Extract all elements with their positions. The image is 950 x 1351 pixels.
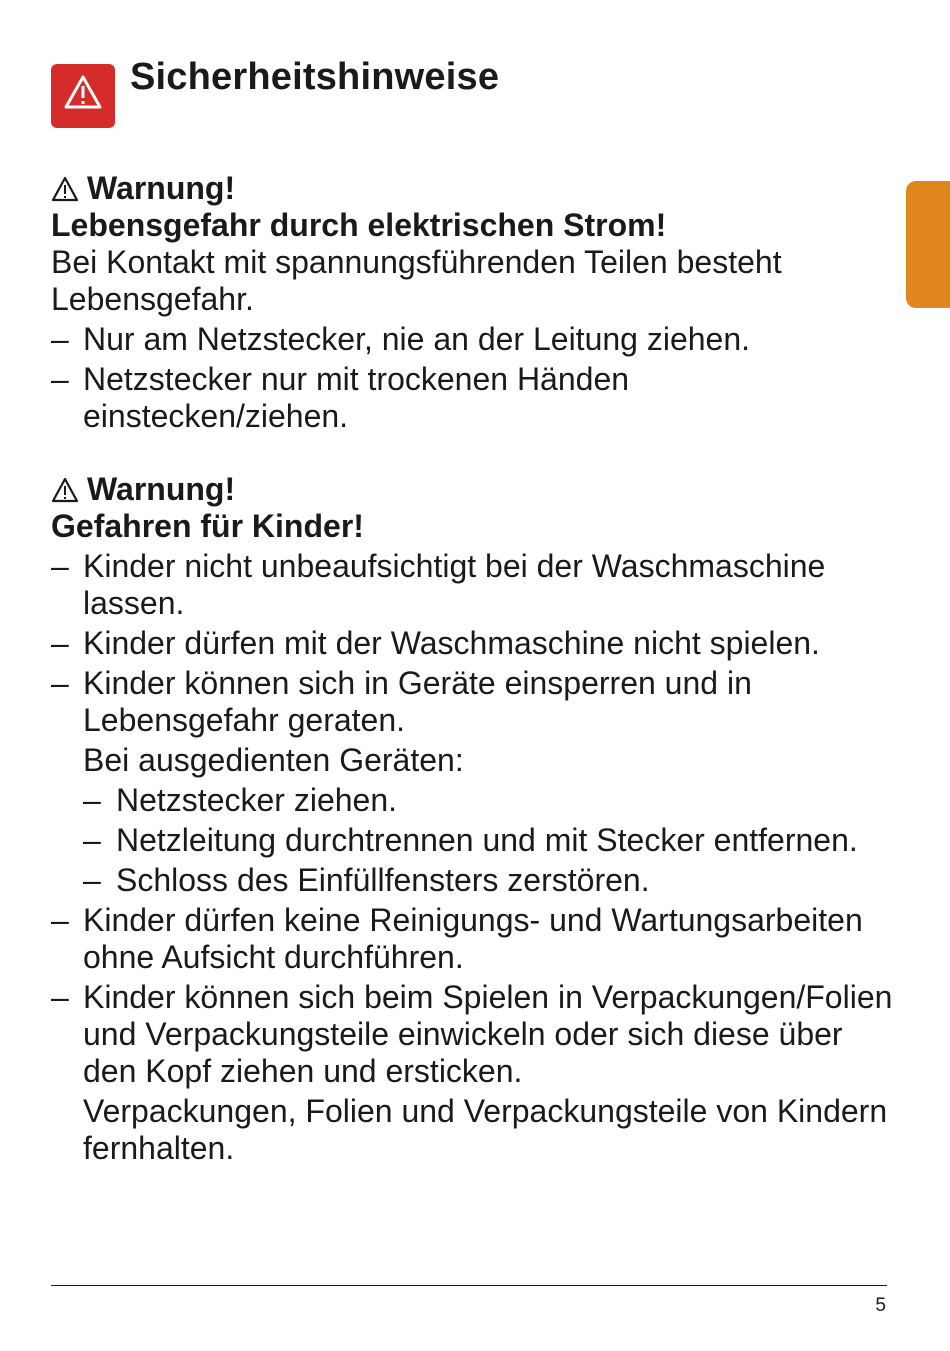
safety-content <box>51 170 901 1203</box>
list-item-note: Verpackungen, Folien und Verpackungsteile von Kindern fernhalten. <box>83 1093 888 1166</box>
list-item: – Nur am Netzstecker, nie an der Leitung ziehen. <box>51 321 751 357</box>
warning-heading <box>51 170 901 207</box>
warning-subtitle: Gefahren für Kinder! <box>51 508 364 544</box>
warning-triangle-icon <box>51 176 79 202</box>
list-item: – Kinder können sich in Geräte einsperren und in Lebensgefahr geraten. Bei ausgedienten Geräten: – Netzstecker ziehen. – Netzleitung durchtrennen und mit Stecker entfernen. – Schloss des Einfüllfensters zerstören. <box>51 665 901 899</box>
page-title: Sicherheitshinweise <box>130 56 500 98</box>
section-tab-marker <box>906 181 950 308</box>
list-item: – Netzstecker nur mit trockenen Händen einstecken/ziehen. <box>51 361 630 434</box>
list-item: – Kinder nicht unbeaufsichtigt bei der Waschmaschine lassen. <box>51 548 826 621</box>
list-item: – Kinder dürfen keine Reinigungs- und Wartungsarbeiten ohne Aufsicht durchführen. <box>51 902 863 975</box>
warning-list <box>51 548 901 1167</box>
nested-list-item: – Netzleitung durchtrennen und mit Stecker entfernen. <box>83 822 858 858</box>
list-item: – Kinder können sich beim Spielen in Verpackungen/Folien und Verpackungsteile einwickeln oder sich diese über den Kopf ziehen und ersticken. Verpackungen, Folien und Verpackungsteile von Kindern fernhalten. <box>51 979 901 1167</box>
page-number: 5 <box>875 1295 886 1316</box>
nested-list-item: – Netzstecker ziehen. <box>83 782 398 818</box>
warning-intro: Bei Kontakt mit spannungsführenden Teilen besteht Lebensgefahr. <box>51 244 782 317</box>
footer-divider <box>51 1285 887 1286</box>
warning-heading <box>51 471 901 508</box>
warning-children <box>51 471 901 1167</box>
warning-subtitle: Lebensgefahr durch elektrischen Strom! <box>51 207 667 243</box>
nested-list-item: – Schloss des Einfüllfensters zerstören. <box>83 862 650 898</box>
warning-electric <box>51 170 901 435</box>
warning-label: Warnung! <box>87 170 236 206</box>
list-item-note: Bei ausgedienten Geräten: <box>83 742 464 778</box>
warning-label: Warnung! <box>87 471 236 507</box>
warning-triangle-icon <box>51 477 79 503</box>
warning-list <box>51 321 901 435</box>
list-item: – Kinder dürfen mit der Waschmaschine nicht spielen. <box>51 625 820 661</box>
warning-triangle-icon <box>51 64 115 128</box>
nested-list <box>83 782 901 899</box>
